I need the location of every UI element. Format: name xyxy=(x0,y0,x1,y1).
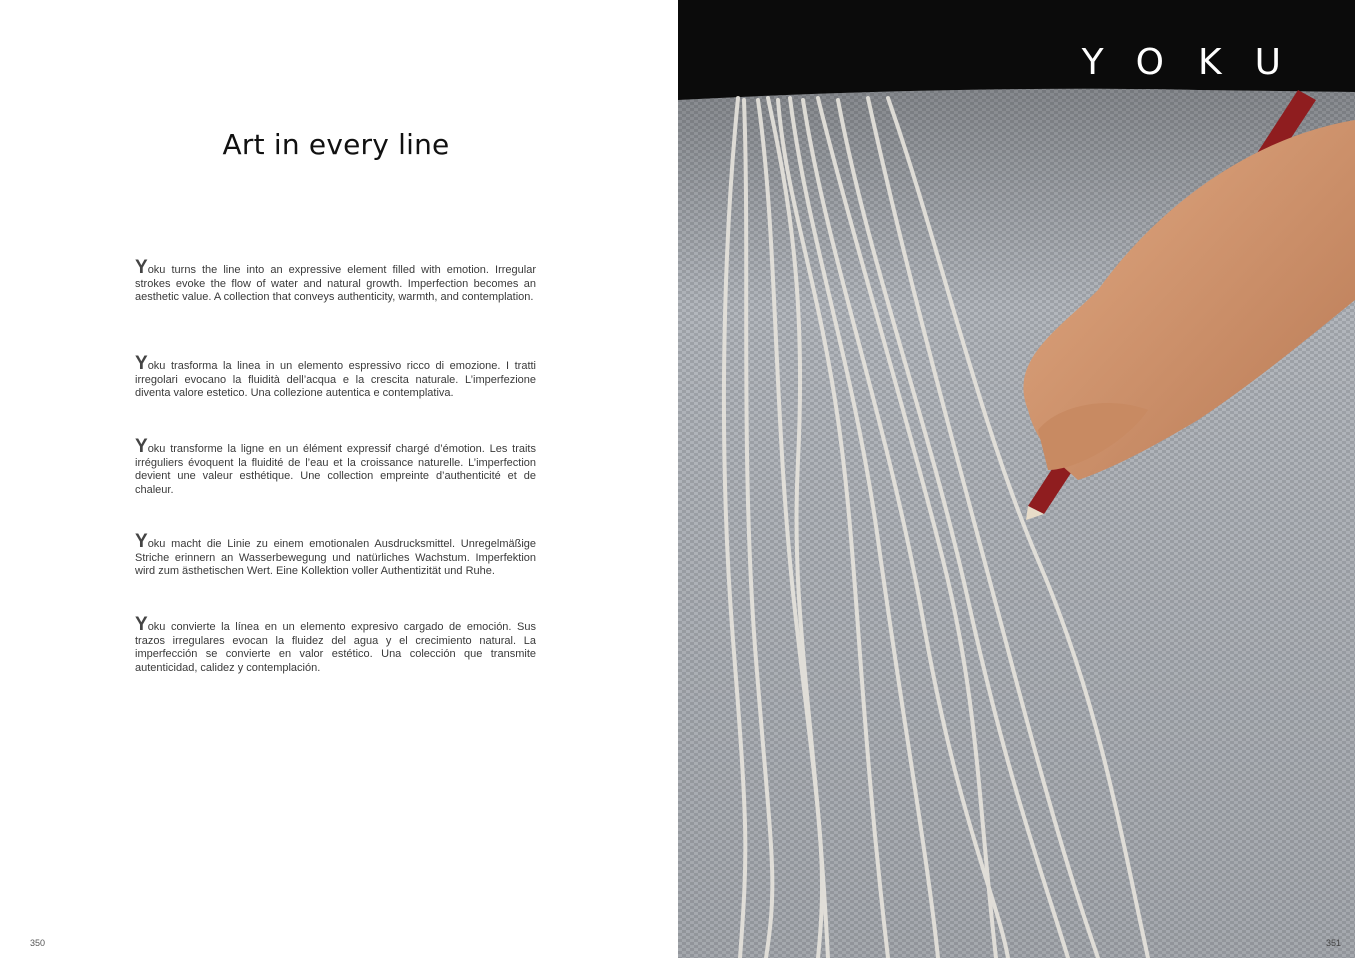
paragraph-text: oku transforme la ligne en un élément expressif chargé d’émotion. Les traits irréguliers évoquent la fluidité de l’eau et la croissance naturelle. L’imperfection devient une valeur esthétique. Une collection empreinte d’authenticité et de chaleur. xyxy=(135,443,536,496)
paragraph-english xyxy=(135,257,536,305)
paragraph-text: oku trasforma la linea in un elemento espressivo ricco di emozione. I tratti irregolari evocano la fluidità dell’acqua e la crescita naturale. L’imperfezione diventa valore estetico. Una collezione autentica e contemplativa. xyxy=(135,360,536,400)
brand-logo: YOKU xyxy=(1081,42,1315,83)
paragraph-spanish xyxy=(135,614,536,675)
paragraph-italian xyxy=(135,353,536,401)
paragraph-text: oku convierte la línea en un elemento expresivo cargado de emoción. Sus trazos irregulares evocan la fluidez del agua y el crecimiento natural. La imperfección se convierte en valor estético. Una colección que transmite autenticidad, calidez y contemplación. xyxy=(135,621,536,674)
paragraph-text: oku turns the line into an expressive element filled with emotion. Irregular strokes evoke the flow of water and natural growth. Imperfection becomes an aesthetic value. A collection that conveys authenticity, warmth, and contemplation. xyxy=(135,264,536,304)
right-page xyxy=(678,0,1355,958)
drop-initial: Y xyxy=(135,353,148,374)
page-number-left: 350 xyxy=(30,938,46,948)
page-title: Art in every line xyxy=(222,128,450,161)
drop-initial: Y xyxy=(135,436,148,457)
paragraph-german xyxy=(135,531,536,579)
paragraph-text: oku macht die Linie zu einem emotionalen Ausdrucksmittel. Unregelmäßige Striche erinnern an Wasserbewegung und natürliches Wachstum. Imperfektion wird zum ästhetischen Wert. Eine Kollektion voller Authentizität und Ruhe. xyxy=(135,538,536,578)
drop-initial: Y xyxy=(135,257,148,278)
drop-initial: Y xyxy=(135,531,148,552)
page-number-right: 351 xyxy=(1325,938,1341,948)
paragraph-french xyxy=(135,436,536,497)
fabric-photo xyxy=(678,0,1355,958)
drop-initial: Y xyxy=(135,614,148,635)
